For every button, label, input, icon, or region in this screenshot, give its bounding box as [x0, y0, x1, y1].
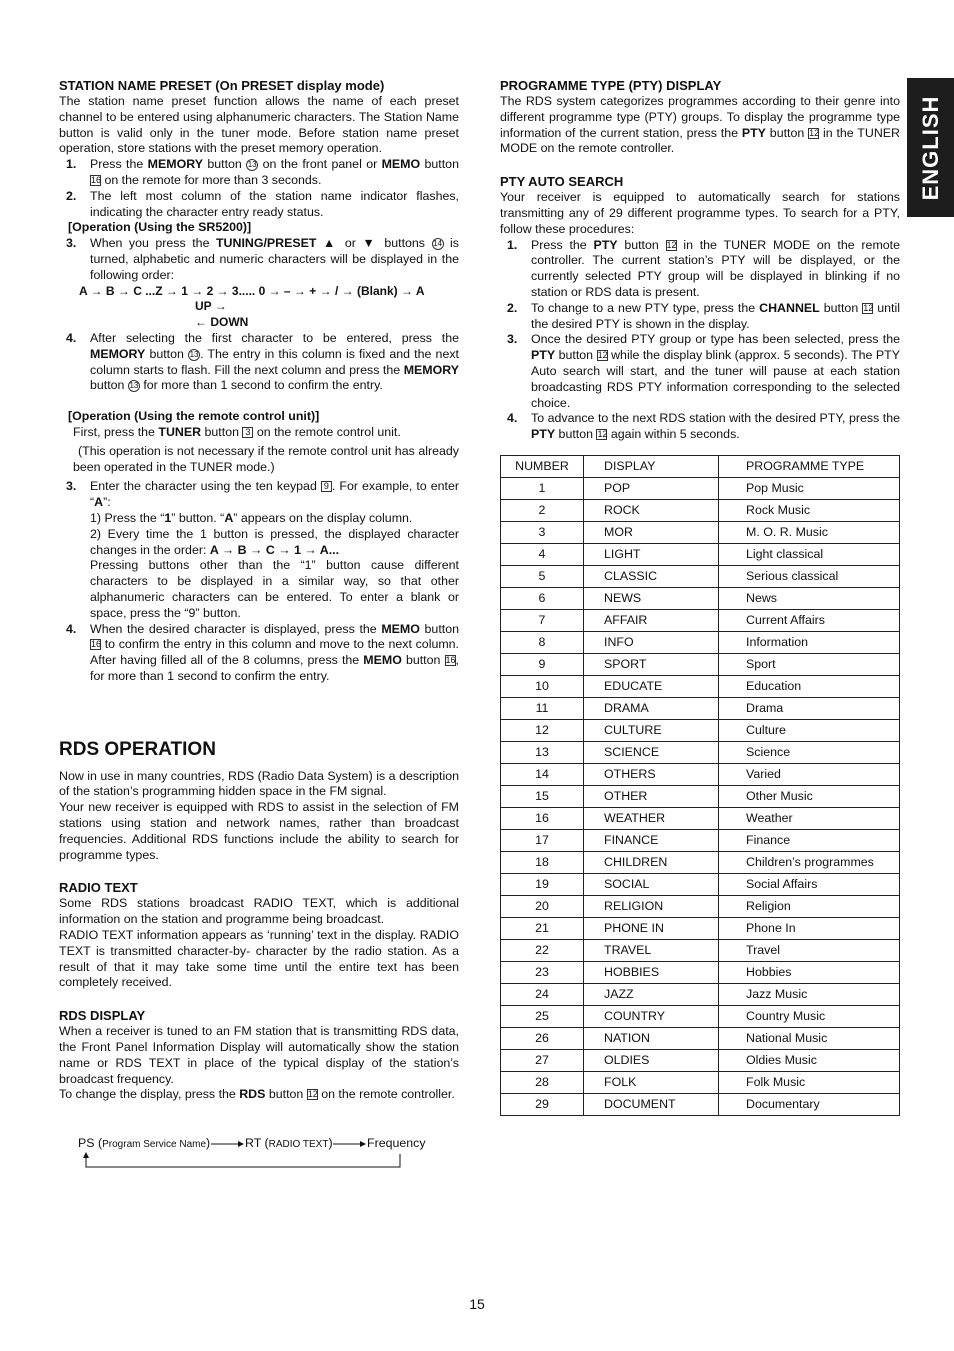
rds-operation-heading: RDS OPERATION	[59, 738, 216, 760]
remote-note: (This operation is not necessary if the remote control unit has already been operated in the TUNER mode.)	[73, 443, 459, 474]
cell-programme-type: Varied	[719, 763, 900, 785]
table-row	[501, 829, 900, 851]
cell-display: TRAVEL	[584, 939, 719, 961]
remote-step-4: 4. When the desired character is displayed, press the MEMO button 16 to confirm the entry in this column and move to the next column. After having filled all of the 8 columns, press the MEMO button 16, for more than 1 second to confirm the entry.	[66, 621, 459, 683]
remote-steps	[59, 479, 459, 684]
cell-number: 16	[501, 807, 584, 829]
cell-number: 22	[501, 939, 584, 961]
cell-number: 6	[501, 587, 584, 609]
cell-display: NEWS	[584, 587, 719, 609]
cell-programme-type: National Music	[719, 1027, 900, 1049]
cycle-arrows	[78, 1136, 438, 1172]
pty-display-paragraph: The RDS system categorizes programmes according to their genre into different programme type (PTY) groups. To display the programme type information of the current station, press the PTY button 12 in the TUNER MODE on the remote controller.	[500, 94, 900, 156]
cell-programme-type: Science	[719, 741, 900, 763]
table-row	[501, 1071, 900, 1093]
table-row	[501, 983, 900, 1005]
rds-display-heading: RDS DISPLAY	[59, 1008, 146, 1024]
pty-step-4: 4. To advance to the next RDS station with the desired PTY, press the PTY button 12 again within 5 seconds.	[507, 411, 900, 442]
rt-label: RT (RADIO TEXT)	[245, 1136, 333, 1150]
table-row	[501, 499, 900, 521]
table-row	[501, 1005, 900, 1027]
button-16-icon: 16	[91, 639, 102, 650]
radio-text-paragraph-1: Some RDS stations broadcast RADIO TEXT, which is additional information on the station and programme being broadcast.	[59, 896, 459, 927]
step-1: 1. Press the MEMORY button 13 on the front panel or MEMO button 16 on the remote for more than 3 seconds.	[66, 157, 459, 187]
cell-programme-type: Serious classical	[719, 565, 900, 587]
pty-auto-search-intro: Your receiver is equipped to automatically search for stations transmitting any of 29 different programme types. To search for a PTY, follow these procedures:	[500, 190, 900, 236]
table-row	[501, 587, 900, 609]
cell-number: 19	[501, 873, 584, 895]
table-row	[501, 653, 900, 675]
cell-display: NATION	[584, 1027, 719, 1049]
cell-display: WEATHER	[584, 807, 719, 829]
button-12-icon: 12	[863, 302, 874, 313]
cell-number: 25	[501, 1005, 584, 1027]
cell-number: 10	[501, 675, 584, 697]
cell-programme-type: Information	[719, 631, 900, 653]
cell-display: LIGHT	[584, 543, 719, 565]
table-row	[501, 521, 900, 543]
button-12-icon: 12	[809, 127, 820, 138]
cell-programme-type: Oldies Music	[719, 1049, 900, 1071]
cell-programme-type: Current Affairs	[719, 609, 900, 631]
table-row	[501, 675, 900, 697]
table-row	[501, 631, 900, 653]
cell-display: COUNTRY	[584, 1005, 719, 1027]
button-9-icon: 9	[321, 481, 332, 492]
cell-number: 26	[501, 1027, 584, 1049]
station-name-preset-heading: STATION NAME PRESET (On PRESET display mode)	[59, 78, 385, 93]
cell-number: 2	[501, 499, 584, 521]
radio-text-heading: RADIO TEXT	[59, 880, 138, 896]
step-2: 2. The left most column of the station name indicator flashes, indicating the character entry ready status.	[66, 188, 459, 219]
cell-programme-type: Children’s programmes	[719, 851, 900, 873]
table-row	[501, 917, 900, 939]
sequence-down: ← DOWN	[195, 315, 249, 330]
button-12-icon: 12	[597, 429, 608, 440]
cell-display: CLASSIC	[584, 565, 719, 587]
button-12-icon: 12	[307, 1089, 318, 1100]
pty-steps	[500, 238, 900, 443]
rds-display-paragraph-2: To change the display, press the RDS button 12 on the remote controller.	[59, 1087, 455, 1102]
table-row	[501, 895, 900, 917]
cell-programme-type: M. O. R. Music	[719, 521, 900, 543]
cell-number: 24	[501, 983, 584, 1005]
ps-label: PS (Program Service Name)	[78, 1136, 211, 1150]
sequence-up: UP →	[195, 299, 227, 314]
cell-number: 15	[501, 785, 584, 807]
cell-programme-type: Culture	[719, 719, 900, 741]
button-3-icon: 3	[242, 427, 253, 438]
button-12-icon: 12	[597, 350, 608, 361]
cell-display: DRAMA	[584, 697, 719, 719]
cell-programme-type: Weather	[719, 807, 900, 829]
cell-programme-type: Documentary	[719, 1093, 900, 1115]
station-name-preset-intro: The station name preset function allows the name of each preset channel to be entered using alphanumeric characters. The Station Name button is valid only in the tuner mode. Before station name preset operation, store stations with the preset memory operation.	[59, 94, 459, 156]
right-column	[500, 78, 900, 1116]
cell-programme-type: Social Affairs	[719, 873, 900, 895]
table-row	[501, 1093, 900, 1115]
cell-programme-type: Folk Music	[719, 1071, 900, 1093]
cell-number: 14	[501, 763, 584, 785]
sr5200-steps	[59, 236, 459, 283]
button-13-icon: 13	[247, 160, 257, 170]
table-row	[501, 939, 900, 961]
table-row	[501, 609, 900, 631]
cell-number: 9	[501, 653, 584, 675]
cell-display: FINANCE	[584, 829, 719, 851]
header-programme-type: PROGRAMME TYPE	[719, 455, 900, 477]
rds-display-paragraph-1: When a receiver is tuned to an FM station that is transmitting RDS data, the Front Panel Information Display will automatically show the station name or RDS TEXT in place of the typical display of the station’s broadcast frequency.	[59, 1024, 459, 1086]
cell-display: ROCK	[584, 499, 719, 521]
button-16-icon: 16	[91, 174, 102, 185]
cell-number: 3	[501, 521, 584, 543]
cell-display: OTHER	[584, 785, 719, 807]
cell-display: CULTURE	[584, 719, 719, 741]
pty-step-2: 2. To change to a new PTY type, press the CHANNEL button 12 until the desired PTY is shown in the display.	[507, 300, 900, 331]
table-row	[501, 785, 900, 807]
cell-number: 28	[501, 1071, 584, 1093]
table-row	[501, 719, 900, 741]
button-16-icon: 16	[445, 655, 456, 666]
language-tab	[907, 78, 954, 217]
cell-number: 8	[501, 631, 584, 653]
rds-paragraph-1: Now in use in many countries, RDS (Radio Data System) is a description of the station’s programming hidden space in the FM signal.	[59, 768, 459, 799]
cell-programme-type: Pop Music	[719, 477, 900, 499]
remote-step-3: 3. Enter the character using the ten keypad 9 . For example, to enter “A”: 1) Press the “1” button. “A” appears on the display column. 2) Every time the 1 button is pressed, the displayed character changes in the order: A → B → C → 1 → A... Pressing buttons other than the “1” button cause different characters to be displayed in a similar way, so that other alphanumeric characters can be entered. To enter a blank or space, press the “9” button.	[66, 479, 459, 620]
cell-number: 1	[501, 477, 584, 499]
preset-steps	[59, 157, 459, 220]
table-row	[501, 543, 900, 565]
header-number: NUMBER	[501, 455, 584, 477]
cell-programme-type: Drama	[719, 697, 900, 719]
cell-programme-type: Jazz Music	[719, 983, 900, 1005]
cell-display: OLDIES	[584, 1049, 719, 1071]
cell-display: POP	[584, 477, 719, 499]
operation-remote-label: [Operation (Using the remote control unit)]	[68, 409, 320, 424]
cell-programme-type: Education	[719, 675, 900, 697]
table-row	[501, 807, 900, 829]
pty-table	[500, 455, 900, 1116]
left-column	[59, 78, 459, 1103]
cell-number: 12	[501, 719, 584, 741]
page-number: 15	[469, 1296, 485, 1312]
cell-programme-type: Hobbies	[719, 961, 900, 983]
table-row	[501, 565, 900, 587]
cell-programme-type: Country Music	[719, 1005, 900, 1027]
button-12-icon: 12	[666, 239, 677, 250]
pty-step-1: 1. Press the PTY button 12 in the TUNER MODE on the remote controller. The current station’s PTY will be displayed, or the currently selected PTY group will be displayed in blinking if no station or RDS data is present.	[507, 237, 900, 299]
pty-auto-search-heading: PTY AUTO SEARCH	[500, 174, 624, 190]
cell-display: SOCIAL	[584, 873, 719, 895]
display-cycle-diagram	[78, 1136, 438, 1172]
table-row	[501, 873, 900, 895]
cell-number: 11	[501, 697, 584, 719]
table-row	[501, 697, 900, 719]
table-row	[501, 851, 900, 873]
cell-programme-type: Sport	[719, 653, 900, 675]
button-14-icon: 14	[433, 239, 442, 249]
cell-number: 7	[501, 609, 584, 631]
header-display: DISPLAY	[584, 455, 719, 477]
cell-programme-type: Phone In	[719, 917, 900, 939]
cell-display: EDUCATE	[584, 675, 719, 697]
cell-display: FOLK	[584, 1071, 719, 1093]
cell-display: JAZZ	[584, 983, 719, 1005]
cell-programme-type: Rock Music	[719, 499, 900, 521]
step-4: 4. After selecting the first character to be entered, press the MEMORY button 13 . The entry in this column is fixed and the next column starts to flash. Fill the next column and press the MEMORY button 13 for more than 1 second to confirm the entry.	[66, 330, 459, 393]
cell-number: 18	[501, 851, 584, 873]
cell-display: PHONE IN	[584, 917, 719, 939]
cell-programme-type: Religion	[719, 895, 900, 917]
cell-number: 21	[501, 917, 584, 939]
pty-display-heading: PROGRAMME TYPE (PTY) DISPLAY	[500, 78, 722, 93]
frequency-label: Frequency	[367, 1136, 426, 1150]
step-3: 3. When you press the TUNING/PRESET ▲ or ▼ buttons 14 is turned, alphabetic and numeric characters will be displayed in the following order:	[66, 236, 459, 282]
cell-number: 4	[501, 543, 584, 565]
cell-display: HOBBIES	[584, 961, 719, 983]
pty-step-3: 3. Once the desired PTY group or type has been selected, press the PTY button 12 while the display blink (approx. 5 seconds). The PTY Auto search will start, and the tuner will pause at each station broadcasting RDS PTY information corresponding to the selected choice.	[507, 332, 900, 410]
cell-display: RELIGION	[584, 895, 719, 917]
cell-programme-type: Finance	[719, 829, 900, 851]
cell-programme-type: Other Music	[719, 785, 900, 807]
cell-display: DOCUMENT	[584, 1093, 719, 1115]
cell-number: 20	[501, 895, 584, 917]
button-13-icon: 13	[129, 381, 139, 391]
cell-display: MOR	[584, 521, 719, 543]
table-row	[501, 741, 900, 763]
cell-number: 13	[501, 741, 584, 763]
cell-display: SPORT	[584, 653, 719, 675]
table-header-row	[501, 455, 900, 477]
cell-number: 29	[501, 1093, 584, 1115]
cell-display: SCIENCE	[584, 741, 719, 763]
operation-sr5200-label: [Operation (Using the SR5200)]	[68, 220, 252, 235]
cell-programme-type: Travel	[719, 939, 900, 961]
button-13-icon: 13	[189, 349, 199, 359]
cell-display: INFO	[584, 631, 719, 653]
cell-number: 17	[501, 829, 584, 851]
cell-programme-type: News	[719, 587, 900, 609]
radio-text-paragraph-2: RADIO TEXT information appears as ‘running’ text in the display. RADIO TEXT is transmitted character-by- character by the radio station. As a result of that it may take some time until the entire text has been completely received.	[59, 928, 459, 990]
table-row	[501, 1027, 900, 1049]
cell-programme-type: Light classical	[719, 543, 900, 565]
cell-number: 23	[501, 961, 584, 983]
table-row	[501, 961, 900, 983]
cell-number: 27	[501, 1049, 584, 1071]
cell-display: OTHERS	[584, 763, 719, 785]
cell-display: AFFAIR	[584, 609, 719, 631]
character-sequence: A → B → C ...Z → 1 → 2 → 3..... 0 → – → + → / → (Blank) → A	[79, 283, 425, 298]
rds-paragraph-2: Your new receiver is equipped with RDS to assist in the selection of FM stations using station and network names, rather than broadcast frequencies. Additional RDS functions include the ability to search for programme types.	[59, 800, 459, 862]
cell-display: CHILDREN	[584, 851, 719, 873]
sr5200-steps-2	[59, 331, 459, 394]
table-row	[501, 1049, 900, 1071]
table-row	[501, 763, 900, 785]
language-label: ENGLISH	[917, 95, 943, 200]
cell-number: 5	[501, 565, 584, 587]
table-row	[501, 477, 900, 499]
table-body	[501, 477, 900, 1115]
first-step: First, press the TUNER button 3 on the remote control unit.	[73, 424, 401, 439]
